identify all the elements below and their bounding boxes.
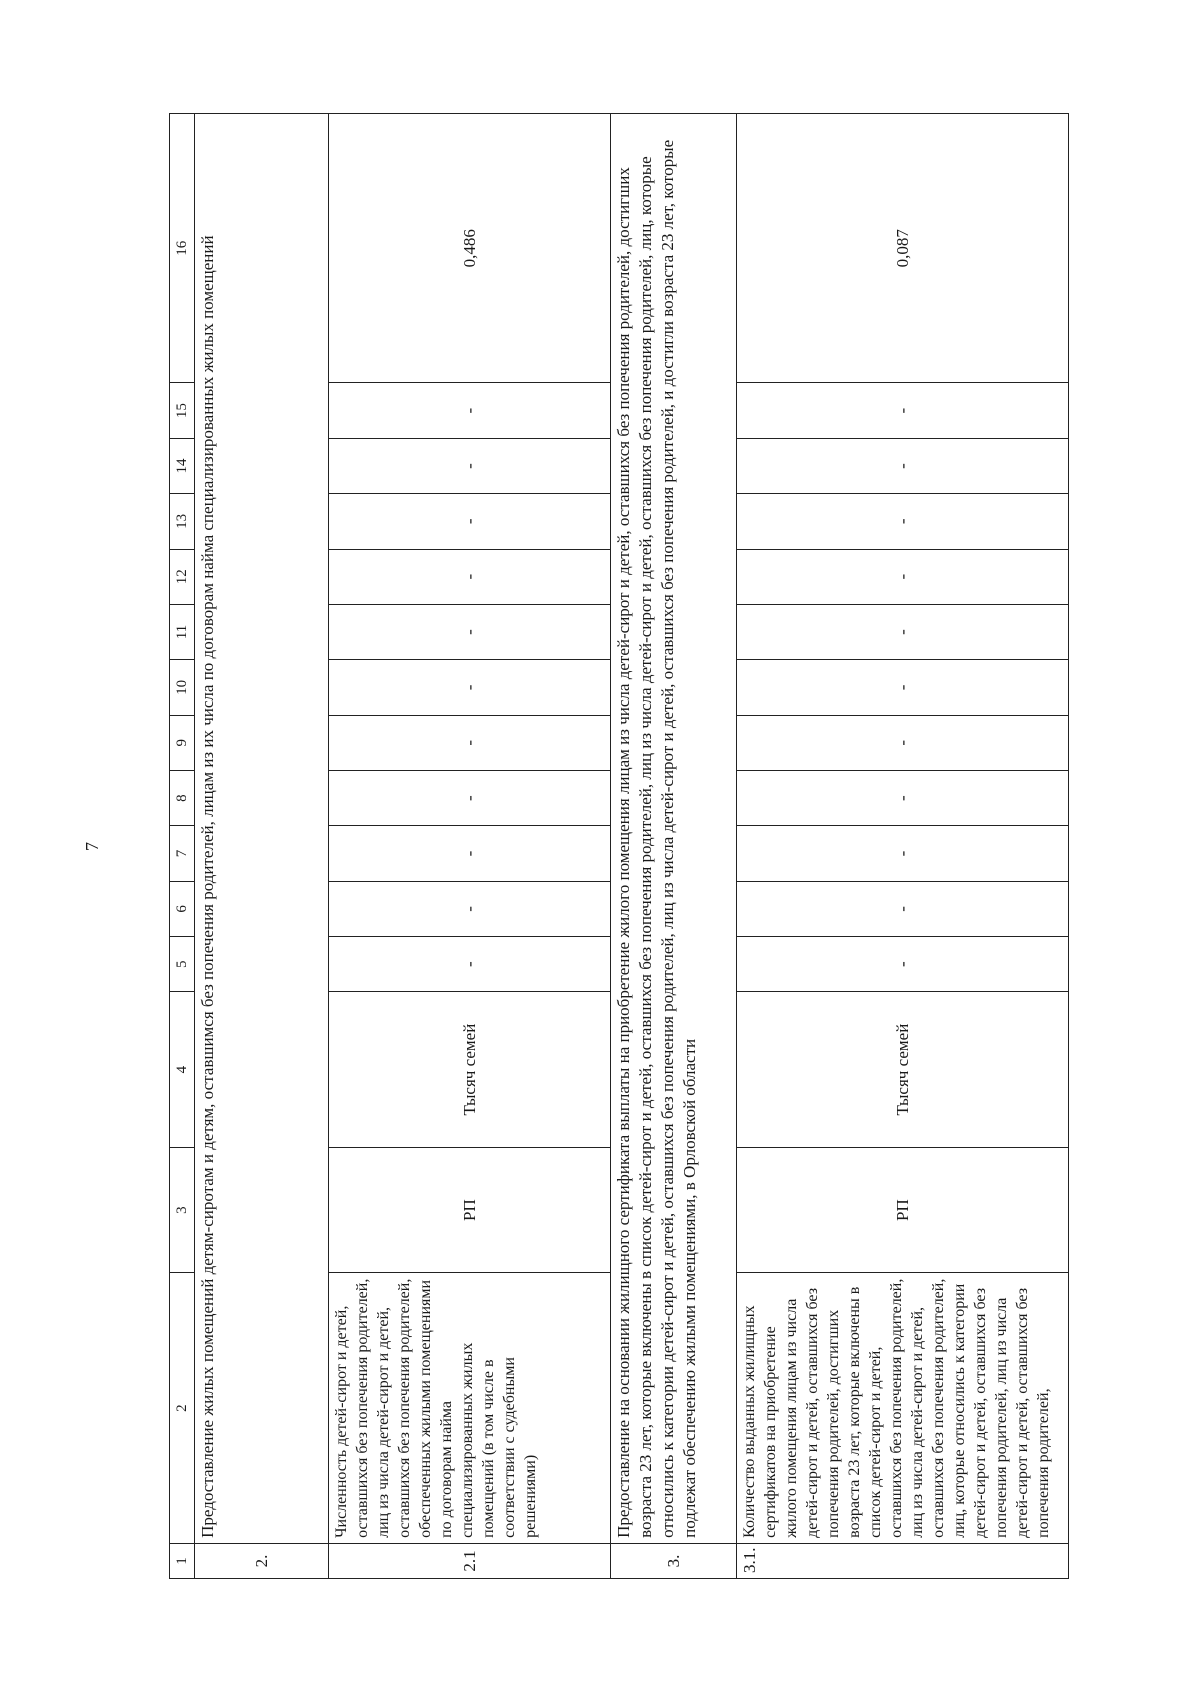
- indicator-number: 2.1: [329, 1543, 611, 1578]
- value-cell: -: [329, 494, 611, 549]
- value-cell: -: [329, 881, 611, 936]
- value-cell: -: [736, 494, 1068, 549]
- value-cell-final: 0,486: [329, 114, 611, 383]
- value-cell: -: [329, 549, 611, 604]
- value-cell: -: [329, 604, 611, 659]
- value-cell: -: [736, 937, 1068, 992]
- indicator-number: 3.1.: [736, 1543, 1068, 1578]
- section-number: 2.: [195, 1543, 329, 1578]
- indicator-level: РП: [736, 1147, 1068, 1273]
- value-cell: -: [736, 660, 1068, 715]
- value-cell-final: 0,087: [736, 114, 1068, 383]
- value-cell: -: [329, 438, 611, 493]
- value-cell: -: [736, 383, 1068, 438]
- value-cell: -: [329, 826, 611, 881]
- column-header: 14: [170, 438, 195, 493]
- indicator-name: Численность детей-сирот и детей, оставшихся без попечения родителей, лиц из числа детей-сирот и детей, оставшихся без попечения родителей, обеспеченных жилыми помещениями по договорам найма специализированных жилых помещений (в том числе в соответствии с судебными решениями): [329, 1273, 611, 1543]
- value-cell: -: [736, 604, 1068, 659]
- column-header: 10: [170, 660, 195, 715]
- section-row: [195, 114, 329, 1579]
- column-number-row: [170, 114, 195, 1579]
- column-header: 16: [170, 114, 195, 383]
- column-header: 12: [170, 549, 195, 604]
- column-header: 5: [170, 937, 195, 992]
- value-cell: -: [736, 770, 1068, 825]
- section-row: [610, 114, 736, 1579]
- column-header: 9: [170, 715, 195, 770]
- value-cell: -: [329, 715, 611, 770]
- value-cell: -: [736, 549, 1068, 604]
- indicator-name: Количество выданных жилищных сертификатов на приобретение жилого помещения лицам из числа детей-сирот и детей, оставшихся без попечения родителей, достигших возраста 23 лет, которые включены в список детей-сирот и детей, оставшихся без попечения родителей, лиц из числа детей-сирот и детей, оставшихся без попечения родителей, лиц, которые относились к категории детей-сирот и детей, оставшихся без попечения родителей, лиц из числа детей-сирот и детей, оставшихся без попечения родителей,: [736, 1273, 1068, 1543]
- section-title: Предоставление на основании жилищного сертификата выплаты на приобретение жилого помещения лицам из числа детей-сирот и детей, оставшихся без попечения родителей, достигших возраста 23 лет, которые включены в список детей-сирот и детей, оставшихся без попечения родителей, лиц из числа детей-сирот и детей, оставшихся без попечения родителей, лиц, которые относились к категории детей-сирот и детей, оставшихся без попечения родителей, лиц из числа детей-сирот и детей, оставшихся без попечения родителей, и достигли возраста 23 лет, которые подлежат обеспечению жилыми помещениями, в Орловской области: [610, 114, 736, 1544]
- column-header: 4: [170, 992, 195, 1147]
- indicator-row: [736, 114, 1068, 1579]
- section-title: Предоставление жилых помещений детям-сиротам и детям, оставшимся без попечения родителей, лицам из их числа по договорам найма специализированных жилых помещений: [195, 114, 329, 1544]
- value-cell: -: [329, 660, 611, 715]
- column-header: 6: [170, 881, 195, 936]
- value-cell: -: [736, 438, 1068, 493]
- column-header: 13: [170, 494, 195, 549]
- indicator-row: [329, 114, 611, 1579]
- value-cell: -: [329, 770, 611, 825]
- column-header: 3: [170, 1147, 195, 1273]
- indicator-unit: Тысяч семей: [736, 992, 1068, 1147]
- column-header: 15: [170, 383, 195, 438]
- value-cell: -: [329, 383, 611, 438]
- indicator-unit: Тысяч семей: [329, 992, 611, 1147]
- rotated-table-wrapper: [169, 113, 1069, 1579]
- page-number: 7: [82, 842, 102, 851]
- column-header: 11: [170, 604, 195, 659]
- column-header: 8: [170, 770, 195, 825]
- value-cell: -: [329, 937, 611, 992]
- value-cell: -: [736, 881, 1068, 936]
- value-cell: -: [736, 826, 1068, 881]
- column-header: 1: [170, 1543, 195, 1578]
- section-number: 3.: [610, 1543, 736, 1578]
- column-header: 7: [170, 826, 195, 881]
- column-header: 2: [170, 1273, 195, 1543]
- indicators-table: [169, 113, 1069, 1579]
- value-cell: -: [736, 715, 1068, 770]
- indicator-level: РП: [329, 1147, 611, 1273]
